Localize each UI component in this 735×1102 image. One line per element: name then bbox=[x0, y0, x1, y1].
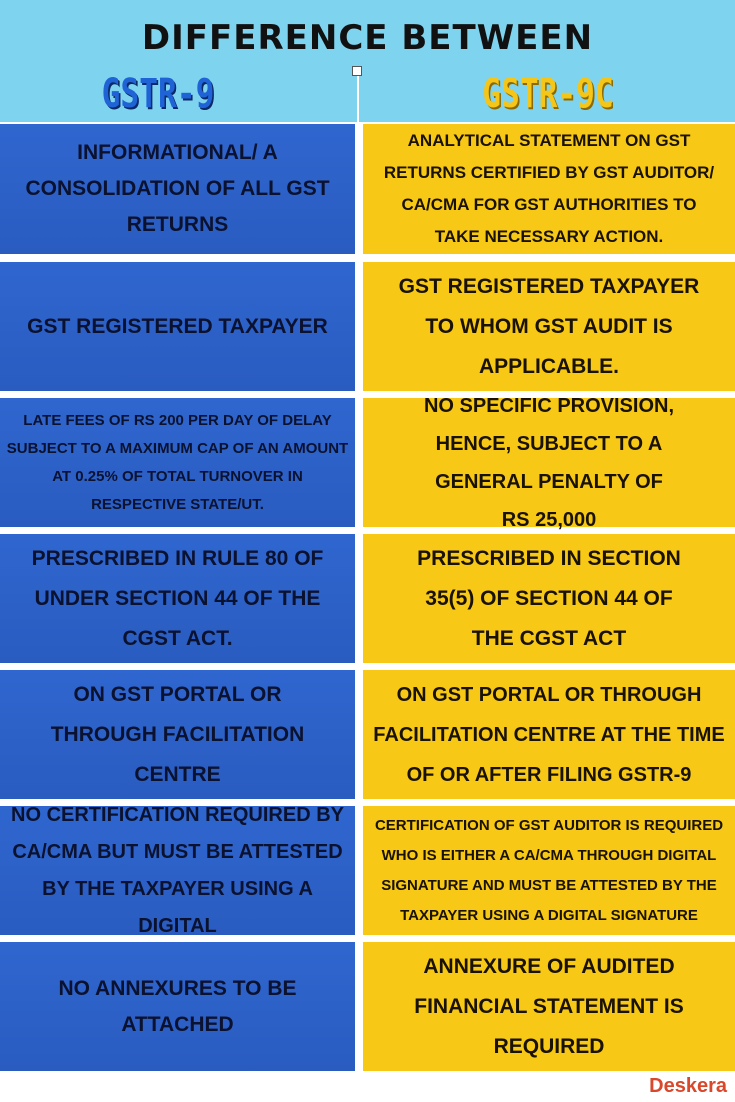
row-6-gstr9-cell bbox=[0, 803, 355, 937]
row-2-gstr9c-cell bbox=[363, 262, 735, 391]
row-5-gstr9-text: ON GST PORTAL OR THROUGH FACILITATION CENTRE bbox=[50, 682, 305, 786]
row-1-gstr9c-cell bbox=[363, 124, 735, 254]
row-7-gstr9-cell bbox=[0, 942, 355, 1071]
row-3-gstr9c-cell bbox=[363, 394, 735, 531]
row-7-gstr9-text: NO ANNEXURES TO BE ATTACHED bbox=[58, 976, 297, 1036]
page-title: DIFFERENCE BETWEEN bbox=[141, 18, 594, 58]
divider-marker bbox=[352, 66, 362, 76]
row-5-gstr9c-cell bbox=[363, 670, 735, 799]
row-5-gstr9-cell bbox=[0, 670, 355, 799]
left-column-heading: GSTR-9 bbox=[101, 71, 215, 117]
row-4-gstr9-cell bbox=[0, 534, 355, 663]
row-3-gstr9c-text: NO SPECIFIC PROVISION, HENCE, SUBJECT TO A GENERAL PENALTY OF RS 25,000 bbox=[423, 394, 675, 531]
row-4-gstr9-text: PRESCRIBED IN RULE 80 OF UNDER SECTION 44 OF THE CGST ACT. bbox=[31, 546, 324, 650]
row-2-gstr9-text: GST REGISTERED TAXPAYER bbox=[27, 314, 328, 338]
right-column-heading: GSTR-9C bbox=[482, 71, 614, 117]
row-2-gstr9c-text: GST REGISTERED TAXPAYER TO WHOM GST AUDIT IS APPLICABLE. bbox=[398, 274, 700, 378]
row-3-gstr9-text: LATE FEES OF RS 200 PER DAY OF DELAY SUBJECT TO A MAXIMUM CAP OF AN AMOUNT AT 0.25% OF TOTAL TURNOVER IN RESPECTIVE STATE/UT. bbox=[6, 411, 349, 513]
row-1-gstr9-cell bbox=[0, 124, 355, 254]
row-7-gstr9c-text: ANNEXURE OF AUDITED FINANCIAL STATEMENT IS REQUIRED bbox=[414, 954, 684, 1058]
row-1-gstr9c-text: ANALYTICAL STATEMENT ON GST RETURNS CERTIFIED BY GST AUDITOR/ CA/CMA FOR GST AUTHORITIES TO TAKE NECESSARY ACTION. bbox=[383, 131, 715, 246]
row-4-gstr9c-cell bbox=[363, 534, 735, 663]
row-4-gstr9c-text: PRESCRIBED IN SECTION 35(5) OF SECTION 44 OF THE CGST ACT bbox=[417, 546, 681, 650]
deskera-logo: Deskera bbox=[649, 1075, 727, 1097]
row-3-gstr9-cell bbox=[0, 398, 355, 527]
row-6-gstr9-text: NO CERTIFICATION REQUIRED BY CA/CMA BUT MUST BE ATTESTED BY THE TAXPAYER USING A DIGITAL bbox=[11, 803, 344, 937]
row-6-gstr9c-text: CERTIFICATION OF GST AUDITOR IS REQUIRED WHO IS EITHER A CA/CMA THROUGH DIGITAL SIGNATURE AND MUST BE ATTESTED BY THE TAXPAYER USING A DIGITAL SIGNATURE bbox=[374, 816, 724, 924]
row-6-gstr9c-cell bbox=[363, 806, 735, 935]
row-1-gstr9-text: INFORMATIONAL/ A CONSOLIDATION OF ALL GST RETURNS bbox=[25, 141, 330, 236]
row-5-gstr9c-text: ON GST PORTAL OR THROUGH FACILITATION CENTRE AT THE TIME OF OR AFTER FILING GSTR-9 bbox=[373, 683, 725, 786]
row-7-gstr9c-cell bbox=[363, 942, 735, 1071]
row-2-gstr9-cell bbox=[0, 262, 355, 391]
